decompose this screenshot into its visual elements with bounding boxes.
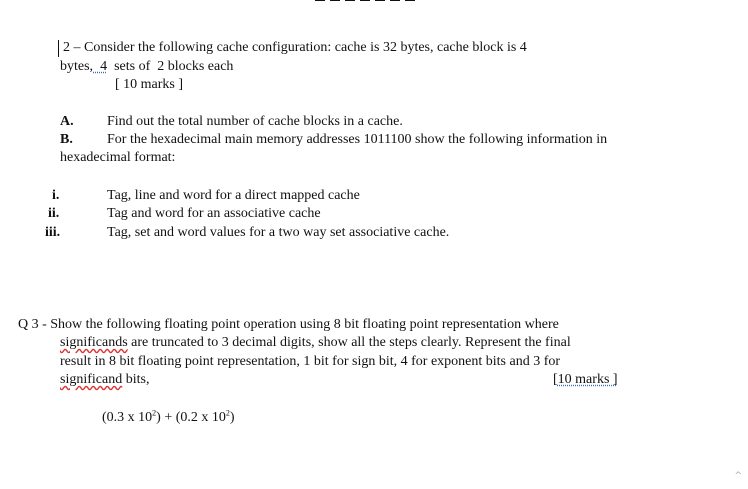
- corner-caret-icon: ^: [734, 471, 742, 481]
- q3-line-2-misspelled-word: significands: [60, 335, 128, 350]
- q2-line-2-squiggle: 4: [93, 59, 108, 74]
- q3-expression-exponent-a: 2: [152, 408, 157, 418]
- q3-line-2-rest: are truncated to 3 decimal digits, show all the steps clearly. Represent the final: [127, 335, 571, 350]
- q2-marks: [ 10 marks ]: [115, 77, 184, 92]
- q2-subpart-iii-label: iii.: [45, 225, 61, 240]
- q3-line-4-misspelled-word: significand: [60, 372, 123, 387]
- q3-expression-part-a: (0.3 x 10: [102, 410, 153, 425]
- q2-subpart-iii-text: Tag, set and word values for a two way set associative cache.: [107, 225, 450, 240]
- q3-line-1: Q 3 - Show the following floating point operation using 8 bit floating point representation where: [18, 317, 559, 332]
- q3-expression-exponent-b: 2: [225, 408, 230, 418]
- q2-part-a-text: Find out the total number of cache blocks in a cache.: [107, 114, 403, 129]
- q2-subpart-i-text: Tag, line and word for a direct mapped cache: [107, 188, 360, 203]
- q2-line-1: [60, 40, 527, 56]
- q3-marks-open: [: [553, 372, 558, 387]
- q2-part-b-label: B.: [60, 132, 73, 147]
- q3-line-2: [60, 335, 571, 351]
- q2-part-b-continuation: hexadecimal format:: [60, 150, 176, 165]
- q2-part-a-label: A.: [60, 114, 74, 129]
- q3-line-3: result in 8 bit floating point representation, 1 bit for sign bit, 4 for exponent bits and 3 for: [60, 354, 561, 369]
- q3-expression-part-b: ) + (0.2 x 10: [156, 410, 226, 425]
- q3-expression: [102, 410, 235, 426]
- q2-subpart-ii-label: ii.: [48, 206, 60, 221]
- q2-line-1-text: 2 – Consider the following cache configuration: cache is 32 bytes, cache block is 4: [63, 40, 527, 55]
- q2-subpart-i-label: i.: [52, 188, 60, 203]
- q3-marks-text: 10 marks ]: [557, 372, 618, 387]
- q3-marks: [553, 372, 618, 388]
- q3-line-4-rest: bits,: [122, 372, 150, 387]
- q2-line-2: [60, 59, 233, 75]
- q2-part-b-text: For the hexadecimal main memory addresses 1011100 show the following information in: [107, 132, 608, 147]
- q3-line-4: [60, 372, 149, 388]
- q2-subpart-ii-text: Tag and word for an associative cache: [107, 206, 321, 221]
- q3-expression-part-c: ): [229, 410, 235, 425]
- cut-off-heading: [315, 0, 425, 3]
- text-cursor: [58, 40, 59, 57]
- q2-line-2-suffix: sets of 2 blocks each: [107, 59, 234, 74]
- q2-line-2-prefix: bytes,: [60, 59, 94, 74]
